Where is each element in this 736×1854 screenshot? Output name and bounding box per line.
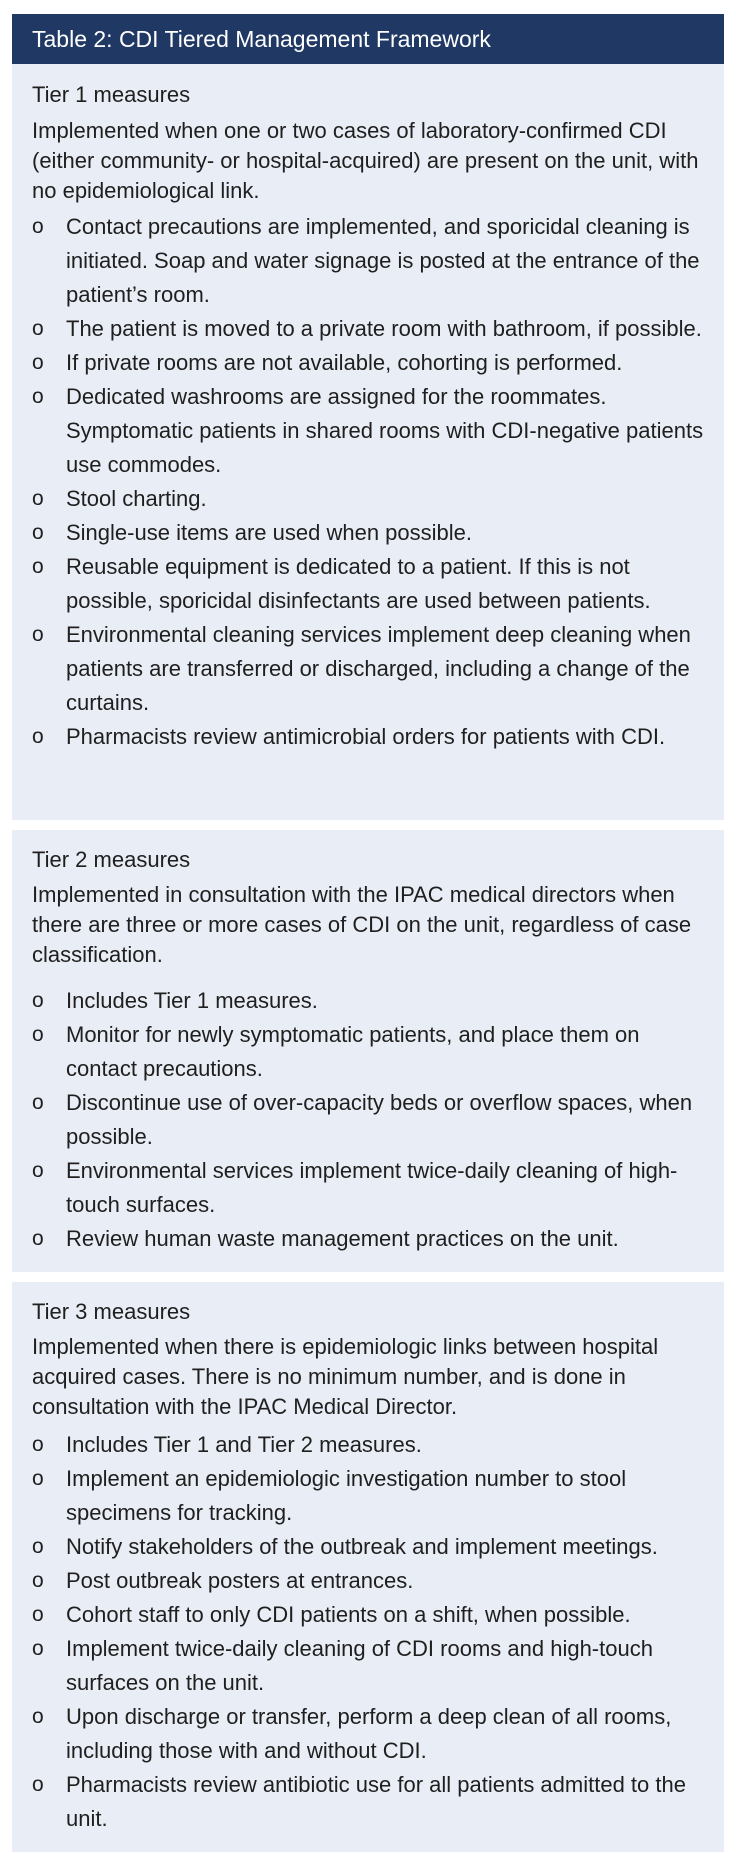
tier-2-section <box>12 830 724 1272</box>
list-item: o Notify stakeholders of the outbreak and implement meetings. <box>32 1530 710 1564</box>
list-item: o Implement twice-daily cleaning of CDI rooms and high-touch surfaces on the unit. <box>32 1632 710 1700</box>
tier-2-intro: Implemented in consultation with the IPAC medical directors when there are three or more cases of CDI on the unit, regardless of case classification. <box>32 882 692 967</box>
bullet-marker: o <box>32 487 44 510</box>
bullet-marker: o <box>32 1091 44 1114</box>
list-item: o Implement an epidemiologic investigation number to stool specimens for tracking. <box>32 1462 710 1530</box>
tier-1-section <box>12 64 724 820</box>
list-item: o Cohort staff to only CDI patients on a shift, when possible. <box>32 1598 710 1632</box>
list-item: o Discontinue use of over-capacity beds or overflow spaces, when possible. <box>32 1086 710 1154</box>
bullet-marker: o <box>32 1773 44 1796</box>
tier-2-list <box>32 984 710 1256</box>
bullet-marker: o <box>32 1569 44 1592</box>
bullet-marker: o <box>32 215 44 238</box>
tier-1-intro: Implemented when one or two cases of laboratory-confirmed CDI (either community- or hospital-acquired) are present on the unit, with no epidemiological link. <box>32 118 699 203</box>
list-item: o Upon discharge or transfer, perform a deep clean of all rooms, including those with and without CDI. <box>32 1700 710 1768</box>
list-item: o Dedicated washrooms are assigned for the roommates. Symptomatic patients in shared rooms with CDI-negative patients use commodes. <box>32 380 710 482</box>
tier-1-heading: Tier 1 measures <box>32 82 191 107</box>
list-item: o Environmental services implement twice-daily cleaning of high-touch surfaces. <box>32 1154 710 1222</box>
bullet-marker: o <box>32 1705 44 1728</box>
list-item: o Review human waste management practices on the unit. <box>32 1222 710 1256</box>
bullet-marker: o <box>32 1159 44 1182</box>
tier-3-section <box>12 1282 724 1852</box>
bullet-marker: o <box>32 351 44 374</box>
bullet-marker: o <box>32 555 44 578</box>
tier-1-list <box>32 210 710 754</box>
list-item: o Single-use items are used when possible. <box>32 516 710 550</box>
table-title: Table 2: CDI Tiered Management Framework <box>12 14 724 64</box>
list-item: o Monitor for newly symptomatic patients, and place them on contact precautions. <box>32 1018 710 1086</box>
bullet-marker: o <box>32 1637 44 1660</box>
list-item: o If private rooms are not available, cohorting is performed. <box>32 346 710 380</box>
tier-3-intro: Implemented when there is epidemiologic links between hospital acquired cases. There is no minimum number, and is done in consultation with the IPAC Medical Director. <box>32 1334 659 1419</box>
tier-3-heading: Tier 3 measures <box>32 1299 191 1324</box>
bullet-marker: o <box>32 385 44 408</box>
list-item: o Contact precautions are implemented, and sporicidal cleaning is initiated. Soap and water signage is posted at the entrance of the patient’s room. <box>32 210 710 312</box>
list-item: o Environmental cleaning services implement deep cleaning when patients are transferred or discharged, including a change of the curtains. <box>32 618 710 720</box>
list-item: o The patient is moved to a private room with bathroom, if possible. <box>32 312 710 346</box>
bullet-marker: o <box>32 1227 44 1250</box>
cdi-framework-table <box>12 14 724 1852</box>
list-item: o Includes Tier 1 and Tier 2 measures. <box>32 1428 710 1462</box>
bullet-marker: o <box>32 1023 44 1046</box>
bullet-marker: o <box>32 1535 44 1558</box>
list-item: o Stool charting. <box>32 482 710 516</box>
bullet-marker: o <box>32 1603 44 1626</box>
list-item: o Pharmacists review antibiotic use for all patients admitted to the unit. <box>32 1768 710 1836</box>
list-item: o Post outbreak posters at entrances. <box>32 1564 710 1598</box>
tier-2-heading: Tier 2 measures <box>32 847 191 872</box>
bullet-marker: o <box>32 725 44 748</box>
bullet-marker: o <box>32 317 44 340</box>
list-item: o Reusable equipment is dedicated to a patient. If this is not possible, sporicidal disinfectants are used between patients. <box>32 550 710 618</box>
bullet-marker: o <box>32 623 44 646</box>
tier-3-list <box>32 1428 710 1836</box>
bullet-marker: o <box>32 1433 44 1456</box>
list-item: o Pharmacists review antimicrobial orders for patients with CDI. <box>32 720 710 754</box>
bullet-marker: o <box>32 989 44 1012</box>
list-item: o Includes Tier 1 measures. <box>32 984 710 1018</box>
bullet-marker: o <box>32 521 44 544</box>
bullet-marker: o <box>32 1467 44 1490</box>
